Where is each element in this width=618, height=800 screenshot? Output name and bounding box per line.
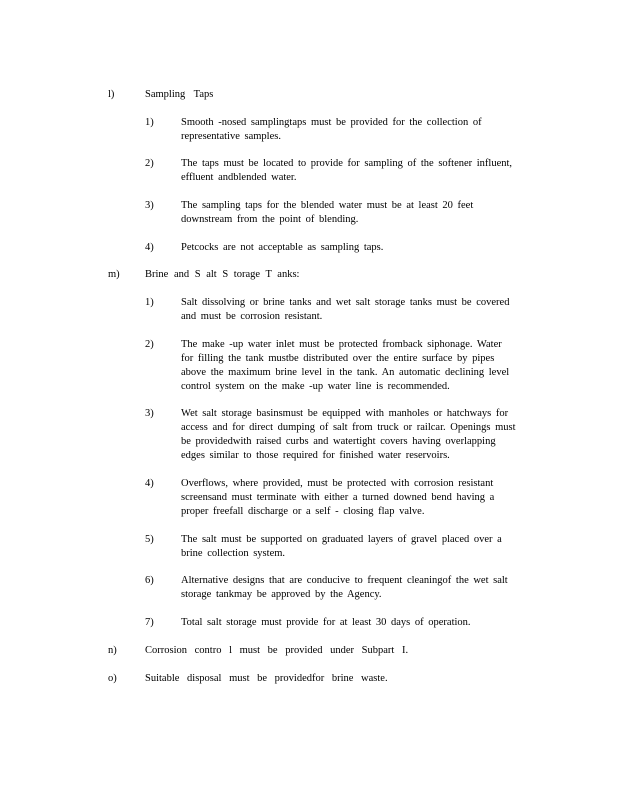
section-label: o) bbox=[108, 673, 117, 684]
item-number: 4) bbox=[145, 478, 154, 489]
item-text: Total salt storage must provide for at least 30 days of operation. bbox=[181, 617, 471, 628]
item-text: The sampling taps for the blended water must be at least 20 feet downstream from the point of blending. bbox=[181, 200, 474, 225]
section-title: Suitable disposal must be providedfor brine waste. bbox=[145, 673, 388, 684]
item-number: 3) bbox=[145, 200, 154, 211]
item-number: 2) bbox=[145, 158, 154, 169]
section-title: Corrosion contro l must be provided under Subpart I. bbox=[145, 645, 409, 656]
item-text: Wet salt storage basinsmust be equipped with manholes or hatchways for access and for direct dumping of salt from truck or railcar. Openings must be providedwith raised curbs and watertight covers having overlapping edges similar to those required for finished water reservoirs. bbox=[181, 408, 516, 461]
section-label: l) bbox=[108, 89, 115, 100]
item-number: 6) bbox=[145, 575, 154, 586]
section-title: Brine and S alt S torage T anks: bbox=[145, 269, 300, 280]
item-number: 2) bbox=[145, 339, 154, 350]
section-label: m) bbox=[108, 269, 120, 280]
item-number: 5) bbox=[145, 534, 154, 545]
item-text: Smooth -nosed samplingtaps must be provided for the collection of representative samples. bbox=[181, 117, 482, 142]
item-number: 7) bbox=[145, 617, 154, 628]
item-text: The taps must be located to provide for sampling of the softener influent, effluent andblended water. bbox=[181, 158, 513, 183]
item-number: 1) bbox=[145, 117, 154, 128]
item-number: 4) bbox=[145, 242, 154, 253]
item-text: Alternative designs that are conducive to frequent cleaningof the wet salt storage tankmay be approved by the Agency. bbox=[181, 575, 508, 600]
item-text: Petcocks are not acceptable as sampling taps. bbox=[181, 242, 384, 253]
item-text: The make -up water inlet must be protected fromback siphonage. Water for filling the tank mustbe distributed over the entire surface by pipes above the maximum brine level in the tank. An automatic declining level control system on the make -up water line is recommended. bbox=[181, 339, 510, 392]
section-label: n) bbox=[108, 645, 117, 656]
item-text: The salt must be supported on graduated layers of gravel placed over a brine collection system. bbox=[181, 534, 502, 559]
item-number: 3) bbox=[145, 408, 154, 419]
item-text: Salt dissolving or brine tanks and wet salt storage tanks must be covered and must be corrosion resistant. bbox=[181, 297, 510, 322]
item-text: Overflows, where provided, must be protected with corrosion resistant screensand must terminate with either a turned downed bend having a proper freefall discharge or a self - closing flap valve. bbox=[181, 478, 495, 517]
item-number: 1) bbox=[145, 297, 154, 308]
section-title: Sampling Taps bbox=[145, 89, 214, 100]
